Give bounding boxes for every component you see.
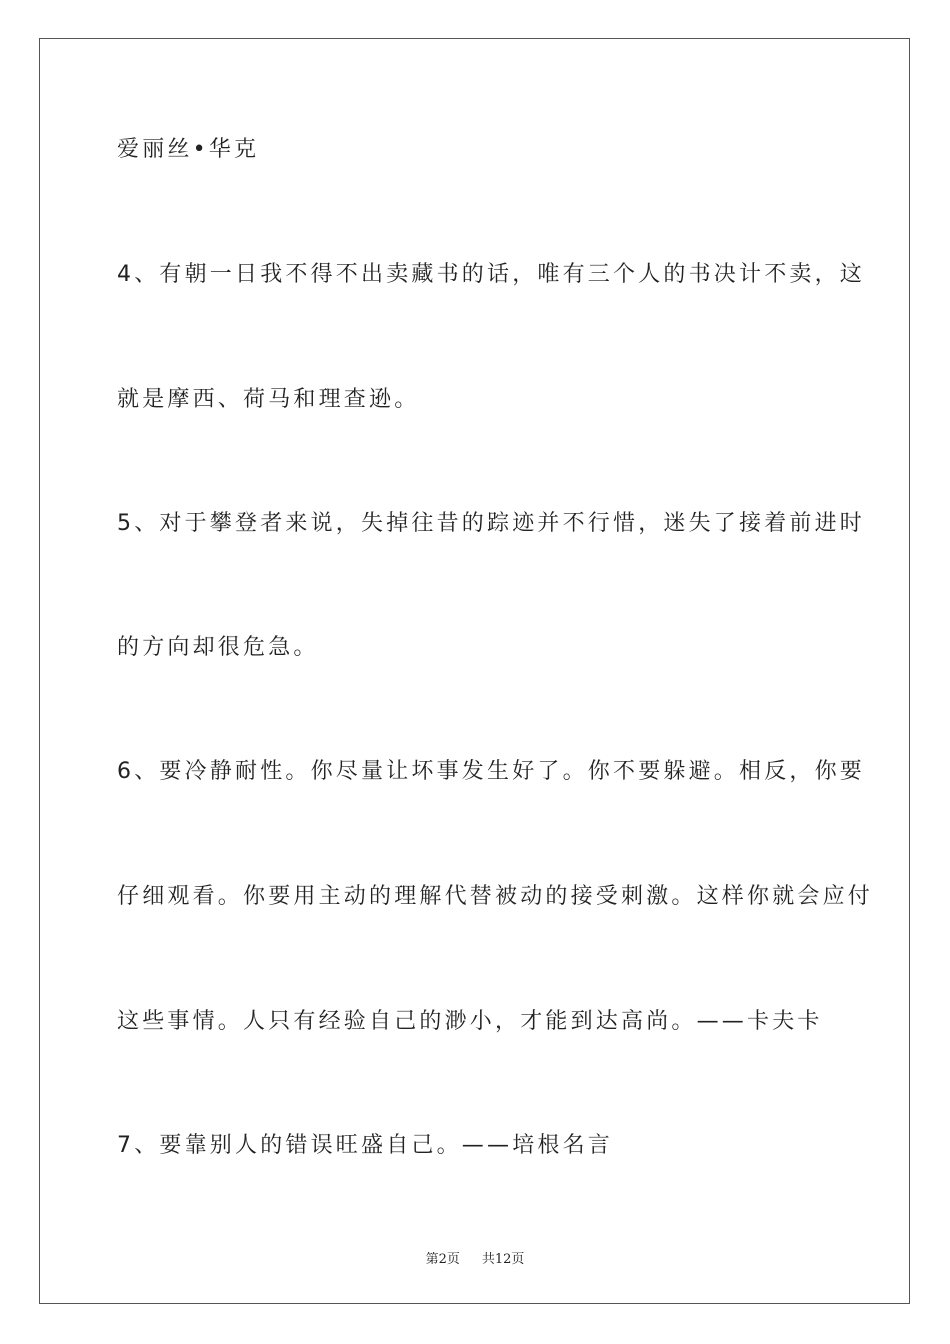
text-line-quote-6a: 6、要冷静耐性。你尽量让坏事发生好了。你不要躲避。相反，你要 [117, 759, 865, 784]
text-line-quote-4a: 4、有朝一日我不得不出卖藏书的话，唯有三个人的书决计不卖，这 [117, 262, 865, 287]
text-line-author: 爱丽丝•华克 [117, 137, 260, 162]
text-line-quote-4b: 就是摩西、荷马和理查逊。 [117, 387, 420, 412]
text-line-quote-6c: 这些事情。人只有经验自己的渺小，才能到达高尚。——卡夫卡 [117, 1009, 823, 1034]
text-line-quote-5b: 的方向却很危急。 [117, 635, 319, 660]
page-total: 共12页 [481, 1252, 525, 1267]
page-footer [0, 1248, 950, 1267]
text-line-quote-6b: 仔细观看。你要用主动的理解代替被动的接受刺激。这样你就会应付 [117, 884, 874, 909]
page-number: 第2页 [425, 1252, 460, 1267]
page-border [39, 38, 910, 1304]
text-line-quote-7: 7、要靠别人的错误旺盛自己。——培根名言 [117, 1133, 613, 1158]
text-line-quote-5a: 5、对于攀登者来说，失掉往昔的踪迹并不行惜，迷失了接着前进时 [117, 511, 865, 536]
